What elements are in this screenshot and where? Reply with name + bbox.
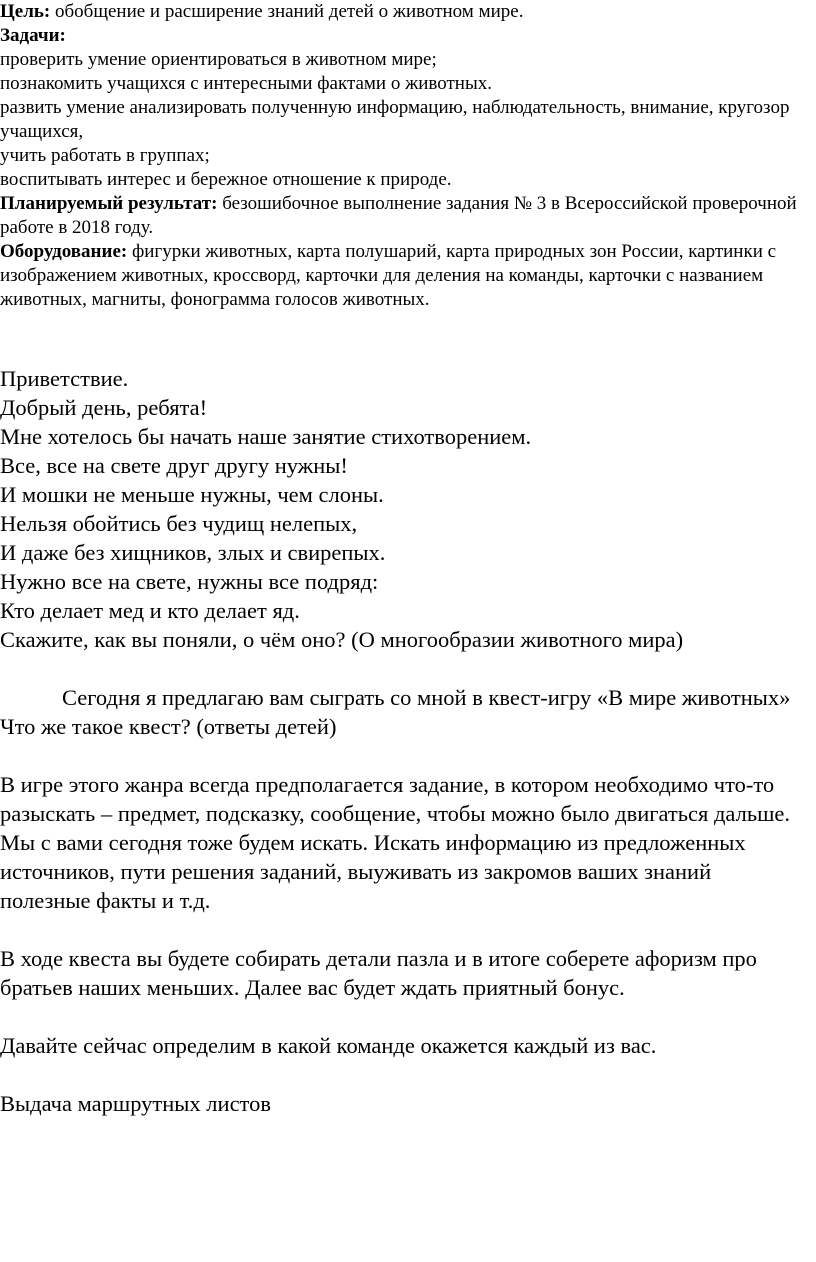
teams-text: Давайте сейчас определим в какой команде окажется каждый из вас. [0,1033,657,1058]
poem-line: Нужно все на свете, нужны все подряд: [0,569,379,594]
poem-line: И мошки не меньше нужны, чем слоны. [0,482,384,507]
task-item: развить умение анализировать полученную информацию, наблюдательность, внимание, кругозор учащихся, [0,97,790,142]
result-text: безошибочное выполнение задания № 3 в Всероссийской проверочной работе в 2018 году. [0,193,797,238]
spacer [0,654,805,683]
search-text: Мы с вами сегодня тоже будем искать. Искать информацию из предложенных источников, пути решения заданий, выуживать из закромов ваших знаний полезные факты и т.д. [0,830,746,913]
task-item: познакомить учащихся с интересными фактами о животных. [0,73,492,94]
poem-line: И даже без хищников, злых и свирепых. [0,540,386,565]
poem-line: Кто делает мед и кто делает яд. [0,598,300,623]
result-label: Планируемый результат: [0,193,218,214]
equipment-line [0,240,805,312]
question: Скажите, как вы поняли, о чём оно? (О многообразии животного мира) [0,627,684,652]
spacer [0,915,805,944]
poem-line: Нельзя обойтись без чудищ нелепых, [0,511,358,536]
equipment-text: фигурки животных, карта полушарий, карта природных зон России, картинки с изображением животных, кроссворд, карточки для деления на команды, карточки с названием животных, магниты, фонограмма голосов животных. [0,241,777,310]
spacer [0,741,805,770]
equipment-label: Оборудование: [0,241,128,262]
poem-line: Все, все на свете друг другу нужны! [0,453,348,478]
result-line [0,192,805,240]
quest-question: Что же такое квест? (ответы детей) [0,714,337,739]
intro: Мне хотелось бы начать наше занятие стихотворением. [0,424,532,449]
greeting: Приветствие. [0,366,129,391]
goal-label: Цель: [0,1,51,22]
spacer [0,1002,805,1031]
task-item: проверить умение ориентироваться в животном мире; [0,49,437,70]
quest-offer: Сегодня я предлагаю вам сыграть со мной в квест-игру «В мире животных» [62,685,791,710]
task-item: воспитывать интерес и бережное отношение к природе. [0,169,452,190]
route-sheets: Выдача маршрутных листов [0,1091,271,1116]
goal-text: обобщение и расширение знаний детей о животном мире. [50,1,524,22]
goal-line [0,0,805,24]
lesson-header [0,0,805,312]
puzzle-text: В ходе квеста вы будете собирать детали пазла и в итоге соберете афоризм про братьев наших меньших. Далее вас будет ждать приятный бонус. [0,946,757,1000]
tasks-label: Задачи: [0,25,66,46]
hello: Добрый день, ребята! [0,395,208,420]
genre-text: В игре этого жанра всегда предполагается задание, в котором необходимо что-то разыскать – предмет, подсказку, сообщение, чтобы можно было двигаться дальше. [0,772,791,826]
task-item: учить работать в группах; [0,145,210,166]
lesson-body [0,364,805,1118]
spacer [0,1060,805,1089]
